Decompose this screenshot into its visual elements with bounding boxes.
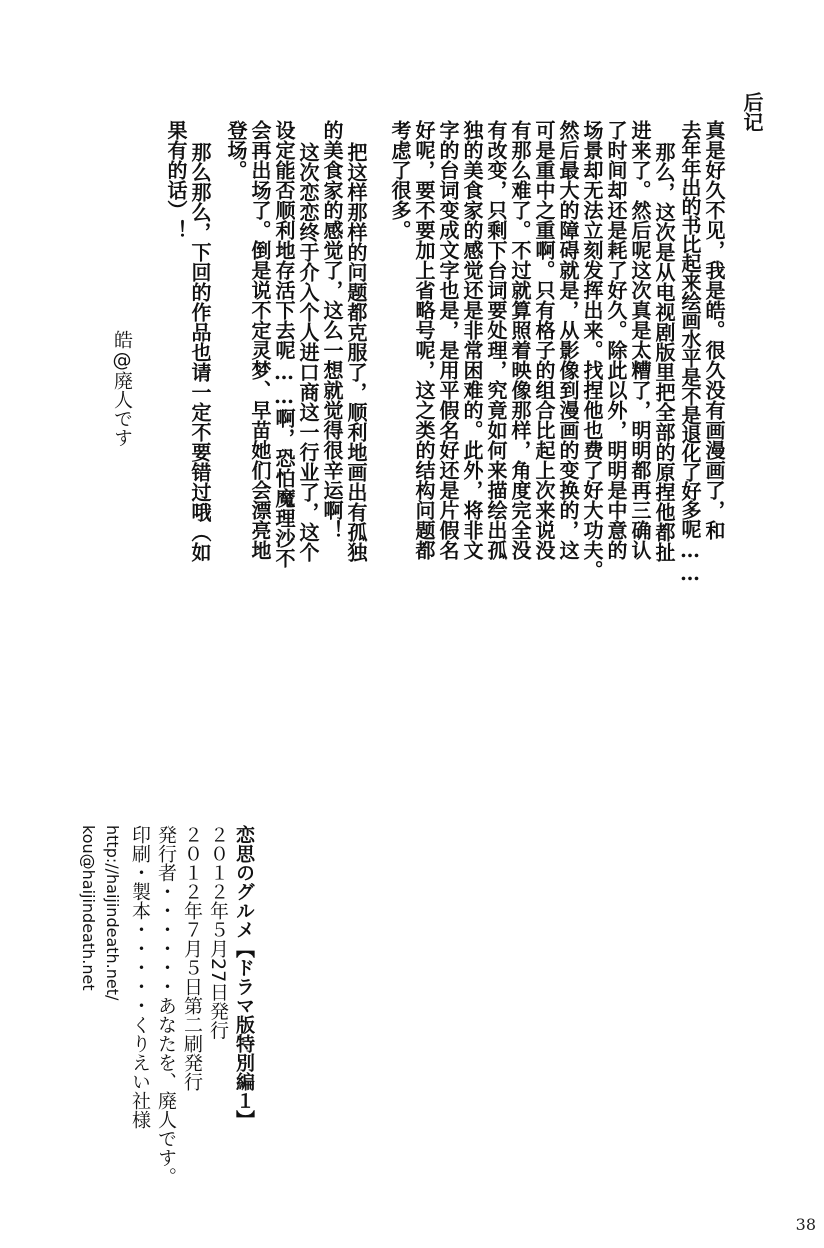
colophon-printer: 印刷・製本・・・・・くりえい社様 (129, 825, 151, 1129)
colophon-email: kou@haijindeath.net (79, 825, 98, 991)
colophon-publisher: 発行者・・・・・・あなたを、廃人です。 (155, 825, 177, 1186)
colophon-second-printing: ２０１２年７月５日第二刷発行 (181, 825, 203, 1091)
afterword-line-12: 字的台词变成文字也是，是用平假名好还是片假名 (436, 120, 460, 560)
afterword-line-9: 有那么难了。不过就算照着映像那样，角度完全没 (508, 120, 532, 560)
afterword-line-22: 果有的话）！ (164, 120, 188, 240)
author-signature: 皓@廃人です (111, 330, 133, 447)
afterword-title: 后记 (740, 92, 764, 132)
afterword-line-19: 会再出场了。倒是说不定灵梦、早苗她们会漂亮地 (248, 120, 272, 560)
afterword-line-4: 进来了。然后呢这次真是太糟了，明明都再三确认 (628, 120, 652, 560)
afterword-line-8: 可是重中之重啊。只有格子的组合比起上次来说没 (532, 120, 556, 560)
afterword-line-17: 这次恋恋终于介入个人进口商这一行业了，这个 (296, 142, 320, 562)
afterword-line-11: 独的美食家的感觉还是非常困难的。此外，将非文 (460, 120, 484, 560)
page-number: 38 (795, 1215, 816, 1234)
afterword-line-13: 好呢，要不要加上省略号呢，这之类的结构问题都 (412, 120, 436, 560)
colophon-url: http://haijindeath.net/ (103, 825, 122, 1001)
afterword-line-18: 设定能否顺利地存活下去呢……啊，恐怕魔理沙不 (272, 120, 296, 568)
afterword-line-21: 那么那么，下回的作品也请一定不要错过哦（如 (188, 142, 212, 562)
colophon-first-edition: ２０１２年５月27日発行 (207, 825, 229, 1040)
afterword-line-16: 的美食家的感觉了，这么一想就觉得很辛运啊！ (320, 120, 344, 540)
afterword-line-15: 把这样那样的问题都克服了，顺利地画出有孤独 (344, 142, 368, 562)
afterword-line-7: 然后最大的障碍就是，从影像到漫画的变换的，这 (556, 120, 580, 560)
afterword-line-14: 考虑了很多。 (388, 120, 412, 240)
afterword-line-6: 场景却无法立刻发挥出来。找捏他也费了好大功夫。 (580, 120, 604, 580)
colophon-book-title: 恋思のグルメ【ドラマ版特別編１】 (233, 825, 255, 1129)
afterword-line-2: 去年年出的书比起来绘画水平是不是退化了好多呢…… (678, 120, 702, 584)
afterword-line-1: 真是好久不见，我是皓。很久没有画漫画了，和 (702, 120, 726, 540)
afterword-line-5: 了时间却还是耗了好久。除此以外，明明是中意的 (604, 120, 628, 560)
afterword-line-3: 那么，这次是从电视剧版里把全部的原捏他都扯 (652, 142, 676, 562)
afterword-line-20: 登场。 (224, 120, 248, 180)
afterword-line-10: 有改变，只剩下台词要处理，究竟如何来描绘出孤 (484, 120, 508, 560)
